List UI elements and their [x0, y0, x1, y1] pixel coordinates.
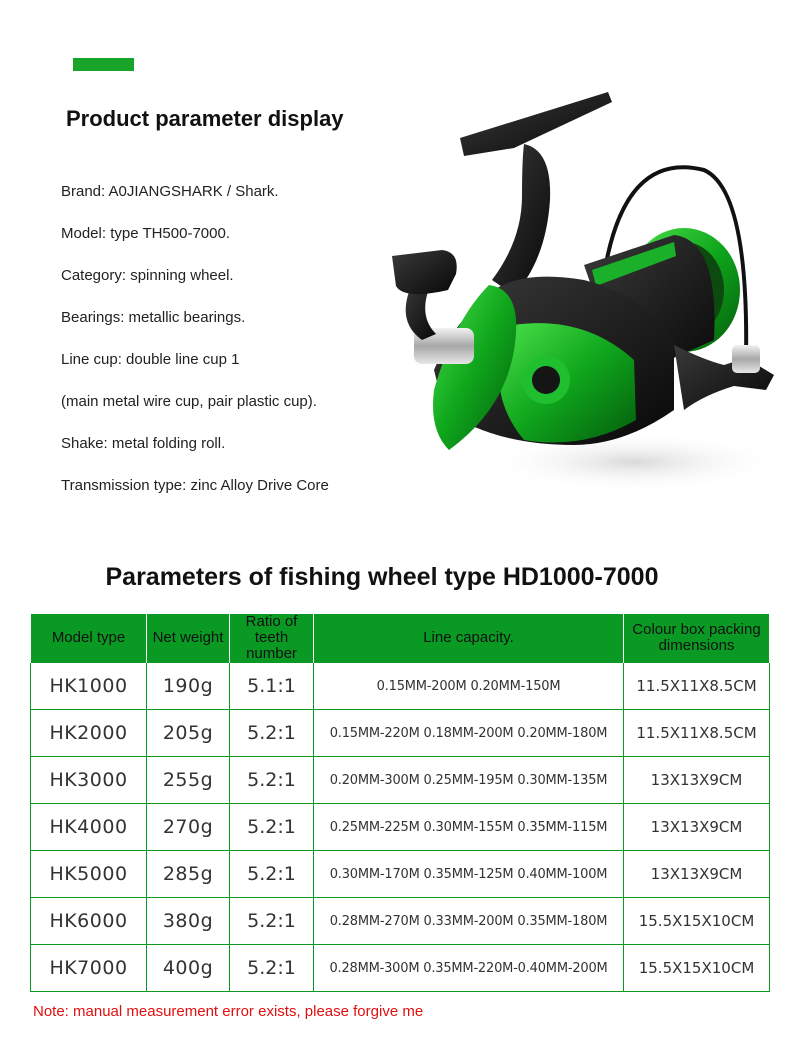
cell-packing: 15.5X15X10CM: [624, 945, 770, 992]
table-row: [31, 710, 770, 757]
cell-packing: 13X13X9CM: [624, 851, 770, 898]
cell-ratio: 5.2:1: [230, 757, 314, 804]
cell-weight: 270g: [147, 804, 230, 851]
cell-capacity: 0.25MM-225M 0.30MM-155M 0.35MM-115M: [314, 804, 624, 851]
col-header-model: Model type: [31, 614, 147, 663]
col-header-weight: Net weight: [147, 614, 230, 663]
cell-model: HK3000: [31, 757, 147, 804]
section-title: Product parameter display: [66, 106, 344, 131]
spec-line-cup: Line cup: double line cup 1: [61, 351, 240, 368]
cell-packing: 11.5X11X8.5CM: [624, 663, 770, 710]
table-row: [31, 804, 770, 851]
cell-weight: 400g: [147, 945, 230, 992]
spec-line-cup-detail: (main metal wire cup, pair plastic cup).: [61, 393, 317, 410]
measurement-note: Note: manual measurement error exists, please forgive me: [33, 1003, 424, 1020]
spec-bearings: Bearings: metallic bearings.: [61, 309, 246, 326]
cell-weight: 205g: [147, 710, 230, 757]
table-row: [31, 898, 770, 945]
cell-ratio: 5.2:1: [230, 851, 314, 898]
cell-model: HK2000: [31, 710, 147, 757]
spinning-reel-icon: [374, 90, 779, 510]
cell-ratio: 5.2:1: [230, 804, 314, 851]
cell-model: HK6000: [31, 898, 147, 945]
cell-packing: 15.5X15X10CM: [624, 898, 770, 945]
spec-shake: Shake: metal folding roll.: [61, 435, 226, 452]
cell-weight: 190g: [147, 663, 230, 710]
spec-model: Model: type TH500-7000.: [61, 225, 230, 242]
cell-model: HK5000: [31, 851, 147, 898]
cell-weight: 380g: [147, 898, 230, 945]
spec-list: [61, 182, 381, 518]
accent-bar: [73, 58, 134, 71]
cell-ratio: 5.2:1: [230, 898, 314, 945]
col-header-capacity: Line capacity.: [314, 614, 624, 663]
table-row: [31, 663, 770, 710]
cell-capacity: 0.15MM-200M 0.20MM-150M: [314, 663, 624, 710]
table-row: [31, 945, 770, 992]
spec-category: Category: spinning wheel.: [61, 267, 234, 284]
cell-packing: 11.5X11X8.5CM: [624, 710, 770, 757]
table-header-row: [31, 614, 770, 663]
cell-packing: 13X13X9CM: [624, 804, 770, 851]
parameters-table: [30, 614, 770, 992]
cell-weight: 285g: [147, 851, 230, 898]
cell-capacity: 0.28MM-300M 0.35MM-220M-0.40MM-200M: [314, 945, 624, 992]
col-header-packing: Colour box packing dimensions: [624, 614, 770, 663]
table-row: [31, 851, 770, 898]
table-title: Parameters of fishing wheel type HD1000-7000: [105, 563, 659, 591]
table-row: [31, 757, 770, 804]
cell-ratio: 5.1:1: [230, 663, 314, 710]
cell-model: HK7000: [31, 945, 147, 992]
spec-brand: Brand: A0JIANGSHARK / Shark.: [61, 183, 279, 200]
spec-transmission: Transmission type: zinc Alloy Drive Core: [61, 477, 329, 494]
cell-ratio: 5.2:1: [230, 710, 314, 757]
cell-model: HK4000: [31, 804, 147, 851]
cell-model: HK1000: [31, 663, 147, 710]
cell-packing: 13X13X9CM: [624, 757, 770, 804]
cell-capacity: 0.28MM-270M 0.33MM-200M 0.35MM-180M: [314, 898, 624, 945]
cell-weight: 255g: [147, 757, 230, 804]
cell-capacity: 0.15MM-220M 0.18MM-200M 0.20MM-180M: [314, 710, 624, 757]
cell-capacity: 0.20MM-300M 0.25MM-195M 0.30MM-135M: [314, 757, 624, 804]
cell-ratio: 5.2:1: [230, 945, 314, 992]
cell-capacity: 0.30MM-170M 0.35MM-125M 0.40MM-100M: [314, 851, 624, 898]
col-header-ratio: Ratio of teeth number: [230, 614, 314, 663]
